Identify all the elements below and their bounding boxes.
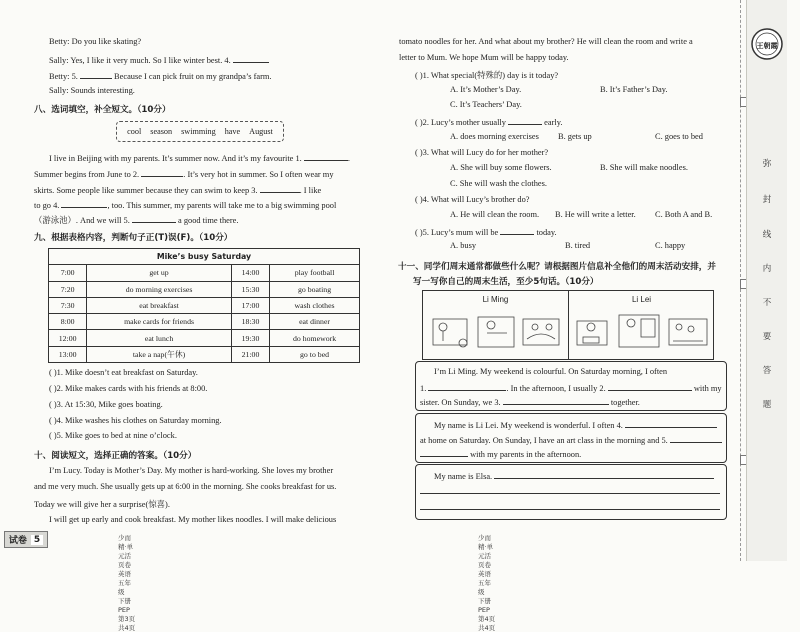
table-row (49, 346, 360, 362)
table-cell: 18:30 (231, 314, 269, 330)
word-bank-item: August (249, 127, 273, 136)
dialog-line: Sally: Yes, I like it very much. So I like winter best. 4. (49, 54, 269, 65)
question: ( )1. What special(特殊的) day is it today? (415, 71, 559, 80)
section-11-title: 十一、同学们周末通常都做些什么呢？请根据图片信息补全他们的周末活动安排，并 (398, 262, 716, 272)
table-cell: 13:00 (49, 346, 87, 362)
li-ming-box (415, 361, 727, 411)
seal-line-char: 要 (762, 332, 772, 342)
table-cell: 14:00 (231, 265, 269, 281)
option[interactable]: B. It’s Father’s Day. (600, 85, 668, 94)
dialog-line: Sally: Sounds interesting. (49, 86, 135, 95)
li-lei-activities-illustration (569, 291, 714, 359)
table-cell: 12:00 (49, 330, 87, 346)
option[interactable]: B. gets up (558, 132, 592, 141)
seal-line-char: 内 (762, 264, 772, 274)
table-cell: 21:00 (231, 346, 269, 362)
table-cell: 7:00 (49, 265, 87, 281)
box-line: I’m Li Ming. My weekend is colourful. On Saturday morning, I often (434, 367, 668, 376)
question: ( )5. Lucy’s mum will be today. (415, 228, 557, 237)
table-cell: 19:30 (231, 330, 269, 346)
word-bank-item: cool (127, 127, 142, 136)
option[interactable]: A. She will buy some flowers. (450, 163, 552, 172)
passage-line: tomato noodles for her. And what about my brother? He will clean the room and write a (399, 37, 693, 46)
passage-line: I will get up early and cook breakfast. My mother likes noodles. I will make delicious (49, 515, 337, 524)
word-bank (116, 121, 284, 142)
pic-name: Li Ming (482, 295, 509, 304)
option[interactable]: B. He will write a letter. (555, 210, 636, 219)
table-cell: do morning exercises (87, 281, 232, 297)
li-ming-pictures (423, 291, 568, 359)
writing-line[interactable] (420, 493, 720, 494)
question: ( )4. What will Lucy’s brother do? (415, 195, 530, 204)
table-cell: make cards for friends (87, 314, 232, 330)
answer-blank[interactable] (428, 382, 506, 391)
elsa-box (415, 464, 727, 520)
answer-blank[interactable] (80, 70, 112, 79)
seal-line-char: 线 (762, 230, 772, 240)
tf-item[interactable]: ( )3. At 15:30, Mike goes boating. (49, 400, 163, 409)
seal-line-char: 弥 (762, 159, 772, 169)
section-8-title: 八、选词填空，补全短文。（10分） (34, 105, 171, 115)
option[interactable]: C. Both A and B. (655, 210, 713, 219)
table-cell: take a nap(午休) (87, 346, 232, 362)
table-title: Mike’s busy Saturday (49, 249, 360, 265)
seal-line-char: 封 (762, 195, 772, 205)
answer-blank[interactable] (233, 54, 269, 63)
passage-line: Today we will give her a surprise(惊喜). (34, 500, 170, 509)
sheet-badge: 试卷 5 (4, 531, 48, 548)
writing-line[interactable] (494, 470, 714, 479)
tf-item[interactable]: ( )4. Mike washes his clothes on Saturday morning. (49, 416, 222, 425)
table-cell: do homework (270, 330, 360, 346)
picture-table (422, 290, 714, 360)
section-11-title-cont: 写一写你自己的周末生活，至少5句话。（10分） (413, 277, 599, 287)
answer-blank[interactable] (625, 419, 717, 428)
option[interactable]: B. tired (565, 241, 591, 250)
question: ( )3. What will Lucy do for her mother? (415, 148, 549, 157)
table-row (49, 330, 360, 346)
table-cell: 8:00 (49, 314, 87, 330)
answer-blank[interactable] (608, 382, 692, 391)
answer-blank[interactable] (500, 226, 534, 235)
answer-blank[interactable] (508, 116, 542, 125)
table-cell: eat breakfast (87, 297, 232, 313)
answer-blank[interactable] (304, 152, 348, 161)
tf-item[interactable]: ( )1. Mike doesn’t eat breakfast on Saturday. (49, 368, 198, 377)
passage-line: I live in Beijing with my parents. It’s summer now. And it’s my favourite 1. . (49, 154, 350, 163)
word-bank-item: have (224, 127, 241, 136)
schedule-table (48, 248, 360, 363)
box-line: at home on Saturday. On Sunday, I have an art class in the morning and 5. (420, 434, 722, 445)
word-bank-item: swimming (181, 127, 216, 136)
answer-blank[interactable] (670, 434, 722, 443)
page-footer: 少而精·单元活页卷 英语 五年级 下册 PEP 第4页 共4页 (478, 534, 502, 632)
answer-blank[interactable] (420, 448, 468, 457)
answer-blank[interactable] (141, 168, 183, 177)
passage-line: Summer begins from June to 2. . It’s very hot in summer. So I often wear my (34, 170, 334, 179)
answer-blank[interactable] (61, 199, 107, 208)
table-cell: go boating (270, 281, 360, 297)
option[interactable]: A. It’s Mother’s Day. (450, 85, 522, 94)
table-cell: 17:00 (231, 297, 269, 313)
question: ( )2. Lucy’s mother usually early. (415, 118, 563, 127)
table-row (49, 297, 360, 313)
passage-line: skirts. Some people like summer because they can swim to keep 3. . I like (34, 186, 322, 195)
seal-line-char: 答 (762, 366, 772, 376)
tf-item[interactable]: ( )2. Mike makes cards with his friends at 8:00. (49, 384, 208, 393)
option[interactable]: C. happy (655, 241, 686, 250)
box-line: My name is Li Lei. My weekend is wonderful. I often 4. (434, 419, 717, 430)
table-cell: wash clothes (270, 297, 360, 313)
box-line: 1. . In the afternoon, I usually 2. with my (420, 384, 722, 393)
section-9-title: 九、根据表格内容，判断句子正(T)误(F)。（10分） (34, 233, 233, 243)
table-row (49, 314, 360, 330)
dialog-line: Betty: Do you like skating? (49, 37, 142, 46)
table-cell: go to bed (270, 346, 360, 362)
table-cell: play football (270, 265, 360, 281)
table-cell: 7:20 (49, 281, 87, 297)
box-line: with my parents in the afternoon. (420, 448, 581, 459)
box-line: My name is Elsa. (434, 470, 714, 481)
table-row (49, 265, 360, 281)
passage-line: letter to Mum. We hope Mum will be happy today. (399, 53, 569, 62)
table-cell: 15:30 (231, 281, 269, 297)
section-10-title: 十、阅读短文，选择正确的答案。（10分） (34, 451, 197, 461)
logo-text: 王朝霞 (756, 42, 778, 50)
seal-line-char: 题 (762, 400, 772, 410)
option[interactable]: A. does morning exercises (450, 132, 539, 141)
option[interactable]: B. She will make noodles. (600, 163, 688, 172)
option[interactable]: C. goes to bed (655, 132, 703, 141)
pic-name: Li Lei (631, 295, 652, 304)
passage-line: and me very much. She usually gets up at 6:00 in the morning. She cooks breakfast for us. (34, 482, 337, 491)
tf-item[interactable]: ( )5. Mike goes to bed at nine o’clock. (49, 431, 177, 440)
box-line: sister. On Sunday, we 3. together. (420, 398, 640, 407)
li-lei-pictures (568, 291, 714, 359)
writing-line[interactable] (420, 509, 720, 510)
page-footer: 少而精·单元活页卷 英语 五年级 下册 PEP 第3页 共4页 (118, 534, 142, 632)
word-bank-item: season (150, 127, 173, 136)
option[interactable]: C. She will wash the clothes. (450, 179, 547, 188)
option[interactable]: A. busy (450, 241, 477, 250)
option[interactable]: A. He will clean the room. (450, 210, 540, 219)
answer-blank[interactable] (260, 184, 300, 193)
seal-line-char: 不 (762, 298, 772, 308)
passage-line: I’m Lucy. Today is Mother’s Day. My mother is hard-working. She loves my brother (49, 466, 334, 475)
table-cell: eat dinner (270, 314, 360, 330)
binding-sidebar (746, 0, 787, 561)
table-row (49, 281, 360, 297)
li-lei-box (415, 413, 727, 463)
table-cell: get up (87, 265, 232, 281)
option[interactable]: C. It’s Teachers’ Day. (450, 100, 522, 109)
passage-line: （游泳池）. And we will 5. a good time there. (34, 216, 239, 225)
passage-line: to go 4. , too. This summer, my parents will take me to a big swimming pool (34, 201, 337, 210)
answer-blank[interactable] (503, 396, 609, 405)
table-cell: eat lunch (87, 330, 232, 346)
answer-blank[interactable] (132, 214, 176, 223)
li-ming-activities-illustration (423, 291, 568, 359)
dialog-line: Betty: 5. Because I can pick fruit on my grandpa’s farm. (49, 72, 272, 81)
table-cell: 7:30 (49, 297, 87, 313)
publisher-logo (747, 24, 787, 64)
